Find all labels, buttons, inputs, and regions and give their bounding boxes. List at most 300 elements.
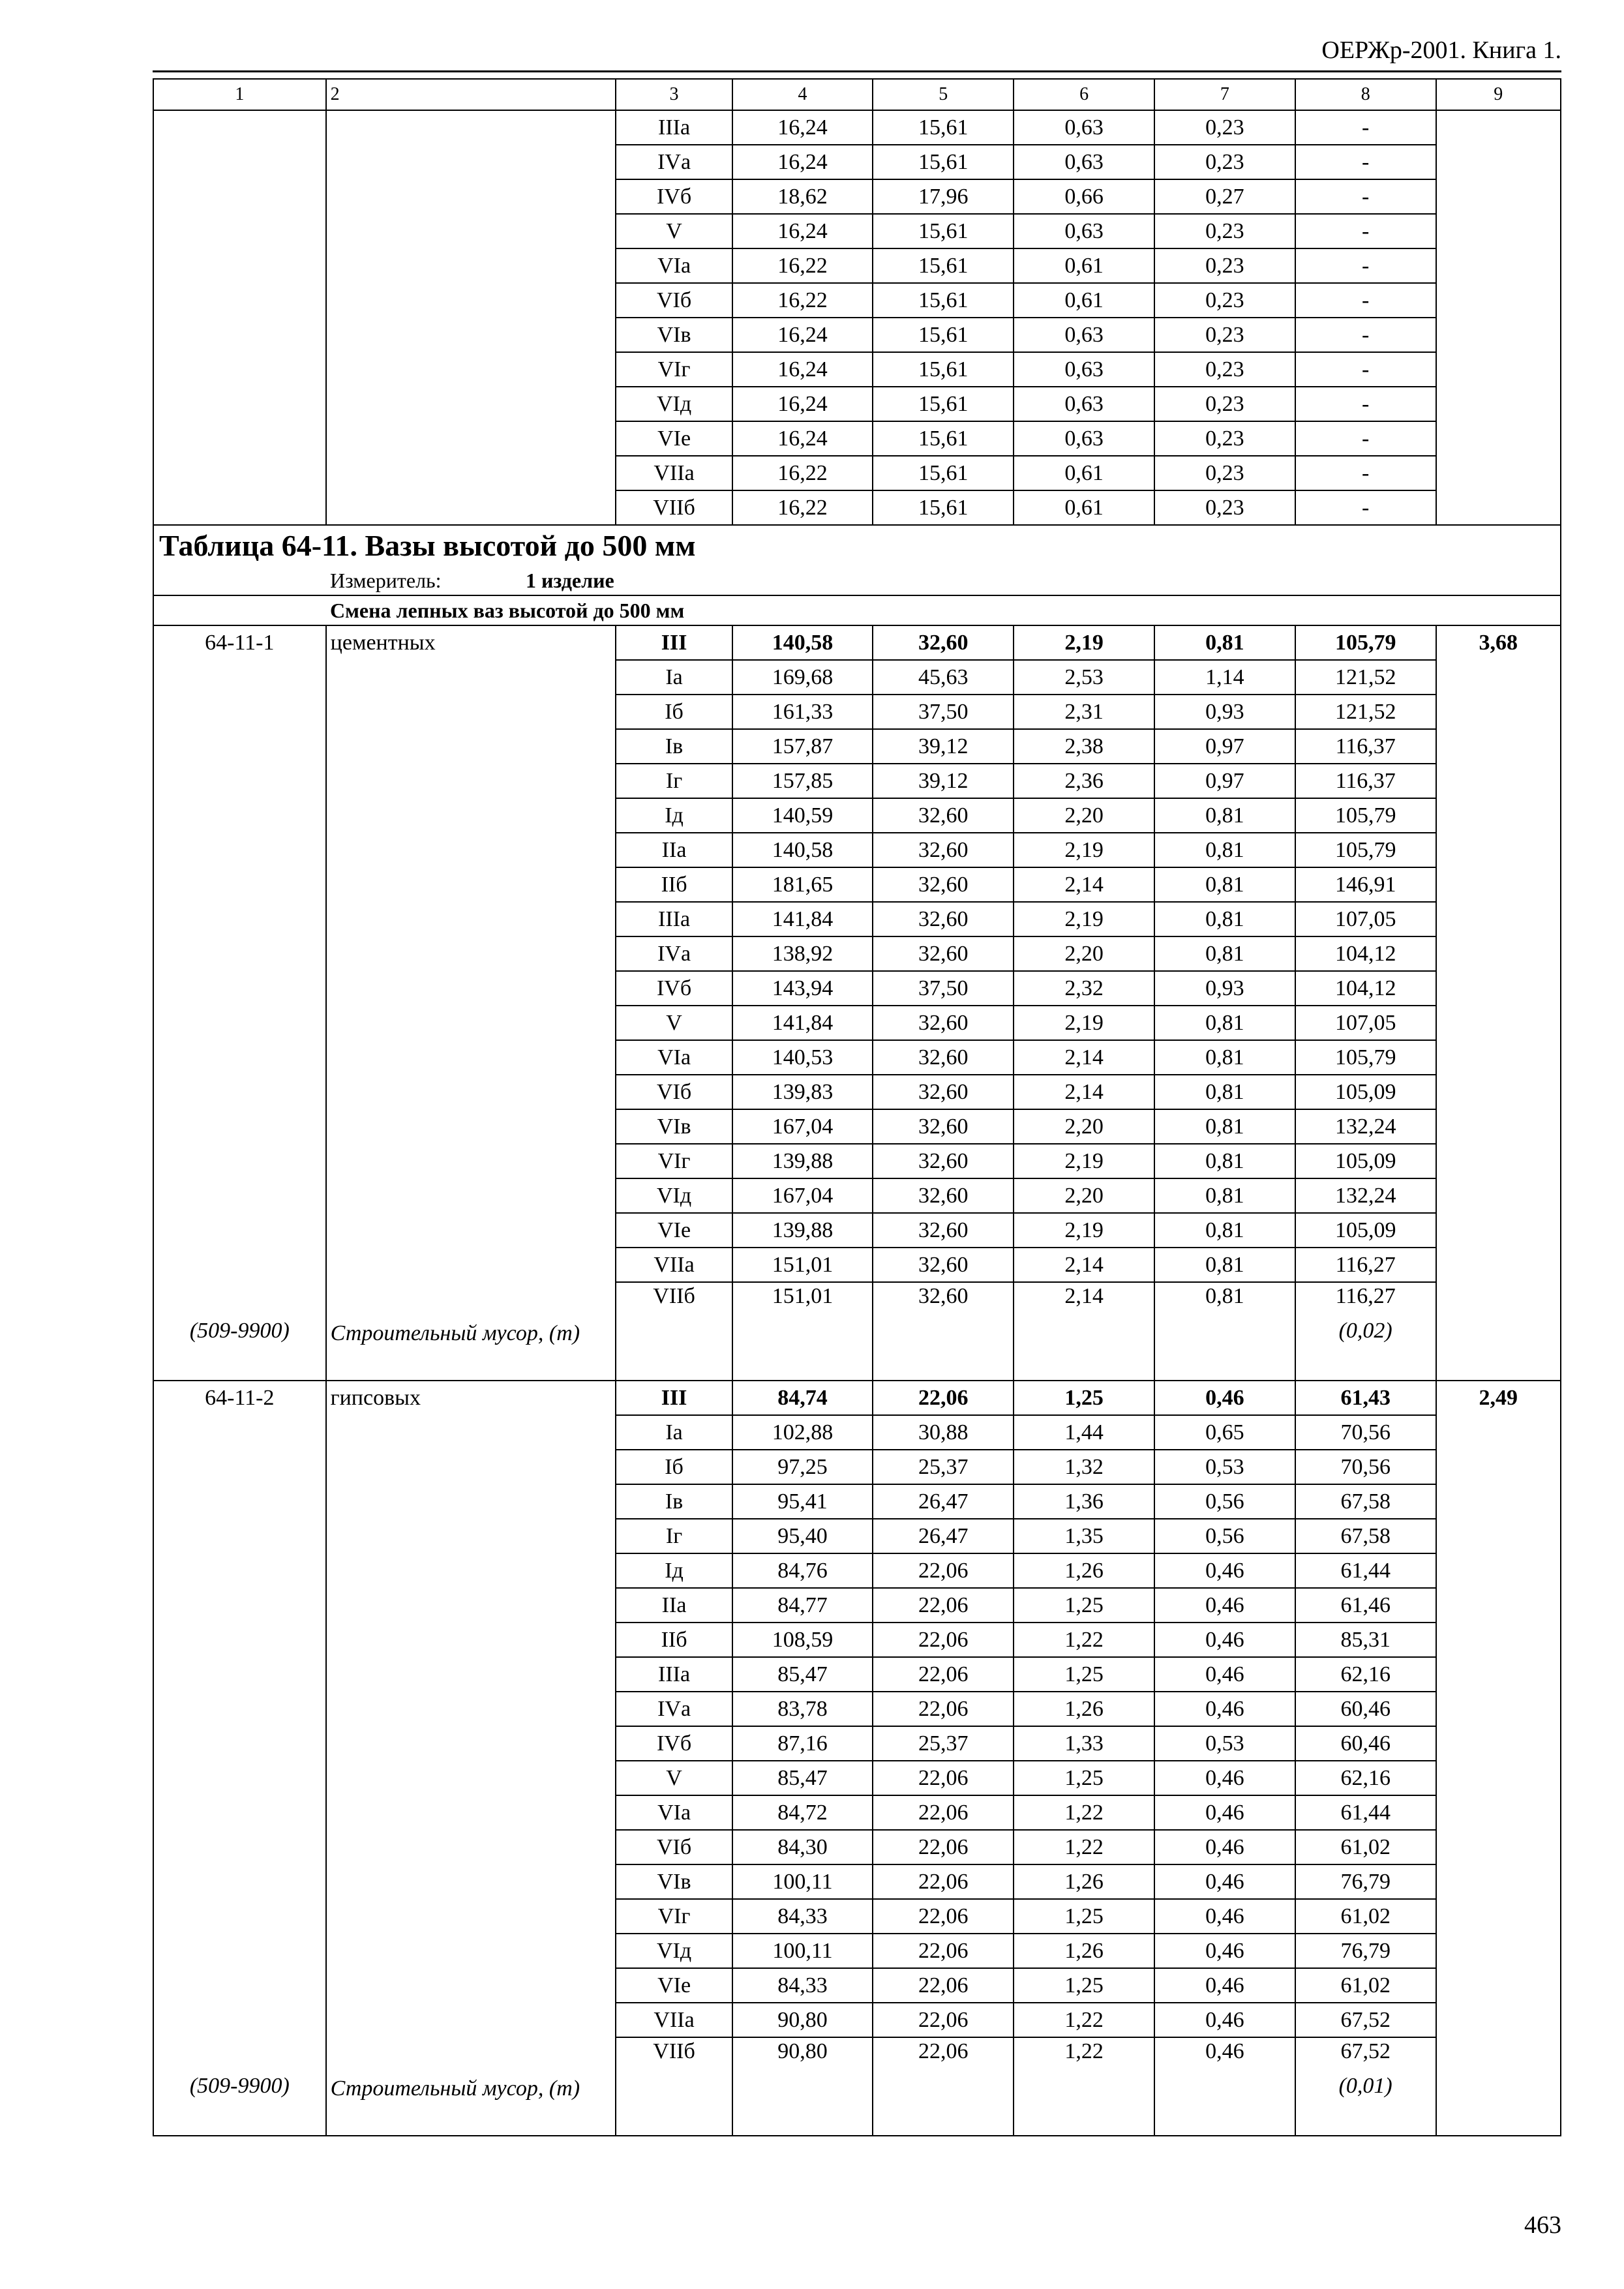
value-cell: 32,60 (873, 1006, 1014, 1040)
value-cell: 2,20 (1014, 1178, 1154, 1213)
value-cell: 105,09 (1295, 1075, 1436, 1109)
code-cell (153, 490, 326, 525)
value-cell: 1,44 (1014, 1415, 1154, 1450)
value-cell: IVа (616, 1692, 732, 1726)
waste-name: Строительный мусор, (т) (326, 2074, 616, 2136)
subtitle-cell (153, 595, 1561, 625)
value-cell: Iд (616, 1553, 732, 1588)
value-cell: 2,32 (1014, 971, 1154, 1006)
value-cell: 32,60 (873, 1248, 1014, 1282)
item-name (326, 1006, 616, 1040)
value-cell: 61,43 (1295, 1381, 1436, 1415)
value-cell: 1,36 (1014, 1484, 1154, 1519)
table-row (153, 1864, 1561, 1899)
item-name (326, 1075, 616, 1109)
table-row (153, 695, 1561, 729)
col9-value (1436, 1726, 1561, 1761)
value-cell: 76,79 (1295, 1934, 1436, 1968)
value-cell: 0,56 (1154, 1484, 1295, 1519)
value-cell: 15,61 (873, 387, 1014, 421)
value-cell: 0,66 (1014, 179, 1154, 214)
empty-cell (1014, 2074, 1154, 2136)
item-name (326, 1588, 616, 1623)
table-row (153, 1006, 1561, 1040)
item-name: гипсовых (326, 1381, 616, 1415)
value-cell: 0,23 (1154, 248, 1295, 283)
item-name (326, 1040, 616, 1075)
value-cell: 1,32 (1014, 1450, 1154, 1484)
name-cell (326, 456, 616, 490)
value-cell: 22,06 (873, 1934, 1014, 1968)
value-cell: 90,80 (732, 2037, 873, 2074)
item-name (326, 936, 616, 971)
value-cell: 22,06 (873, 1588, 1014, 1623)
value-cell: 1,25 (1014, 1657, 1154, 1692)
value-cell: IVа (616, 936, 732, 971)
value-cell: 15,61 (873, 421, 1014, 456)
value-cell: 22,06 (873, 1381, 1014, 1415)
item-code (153, 2003, 326, 2037)
item-code (153, 902, 326, 936)
value-cell: Iа (616, 660, 732, 695)
value-cell: 0,97 (1154, 729, 1295, 764)
item-code (153, 1178, 326, 1213)
item-name: цементных (326, 625, 616, 660)
value-cell: 62,16 (1295, 1657, 1436, 1692)
waste-value: (0,02) (1295, 1319, 1436, 1381)
value-cell: V (616, 214, 732, 248)
col9-value (1436, 1178, 1561, 1213)
item-code (153, 729, 326, 764)
value-cell: 100,11 (732, 1934, 873, 1968)
item-code (153, 833, 326, 867)
value-cell: 107,05 (1295, 902, 1436, 936)
item-name (326, 1415, 616, 1450)
value-cell: 37,50 (873, 695, 1014, 729)
item-code (153, 1213, 326, 1248)
value-cell: 61,44 (1295, 1553, 1436, 1588)
value-cell: VIIа (616, 456, 732, 490)
column-number: 7 (1154, 79, 1295, 110)
code-cell (153, 456, 326, 490)
col9-value (1436, 729, 1561, 764)
column-number: 1 (153, 79, 326, 110)
value-cell: 0,46 (1154, 1692, 1295, 1726)
item-code (153, 1415, 326, 1450)
item-code (153, 936, 326, 971)
value-cell: 67,58 (1295, 1484, 1436, 1519)
value-cell: 0,46 (1154, 1968, 1295, 2003)
col9-value (1436, 1795, 1561, 1830)
value-cell: 139,83 (732, 1075, 873, 1109)
value-cell: 32,60 (873, 936, 1014, 971)
value-cell: 32,60 (873, 798, 1014, 833)
value-cell: 22,06 (873, 1830, 1014, 1864)
col9-value (1436, 2003, 1561, 2037)
col9-value (1436, 1282, 1561, 1319)
value-cell: 32,60 (873, 1282, 1014, 1319)
item-name (326, 1899, 616, 1934)
table-row (153, 833, 1561, 867)
item-code (153, 2037, 326, 2074)
value-cell: 83,78 (732, 1692, 873, 1726)
table-row (153, 1282, 1561, 1319)
value-cell: 0,23 (1154, 421, 1295, 456)
value-cell: 15,61 (873, 318, 1014, 352)
value-cell: 32,60 (873, 867, 1014, 902)
value-cell: 140,53 (732, 1040, 873, 1075)
value-cell: 1,25 (1014, 1899, 1154, 1934)
col9-value (1436, 1519, 1561, 1553)
item-name (326, 798, 616, 833)
value-cell: 132,24 (1295, 1178, 1436, 1213)
value-cell: 60,46 (1295, 1692, 1436, 1726)
name-cell (326, 179, 616, 214)
value-cell: 26,47 (873, 1484, 1014, 1519)
value-cell: 0,61 (1014, 456, 1154, 490)
value-cell: 16,24 (732, 352, 873, 387)
item-name (326, 1213, 616, 1248)
value-cell: VIа (616, 1040, 732, 1075)
value-cell: 157,87 (732, 729, 873, 764)
value-cell: 116,37 (1295, 764, 1436, 798)
value-cell: 0,81 (1154, 902, 1295, 936)
value-cell: 0,23 (1154, 145, 1295, 179)
value-cell (1436, 179, 1561, 214)
value-cell: 102,88 (732, 1415, 873, 1450)
value-cell: 1,26 (1014, 1553, 1154, 1588)
item-code (153, 1657, 326, 1692)
value-cell: III (616, 1381, 732, 1415)
value-cell: Iв (616, 1484, 732, 1519)
table-row (153, 971, 1561, 1006)
col9-value (1436, 1899, 1561, 1934)
value-cell: 61,46 (1295, 1588, 1436, 1623)
code-cell (153, 421, 326, 456)
value-cell: 0,46 (1154, 1934, 1295, 1968)
value-cell: 0,81 (1154, 833, 1295, 867)
value-cell: 121,52 (1295, 660, 1436, 695)
item-name (326, 1109, 616, 1144)
value-cell: 0,53 (1154, 1726, 1295, 1761)
table-row (153, 490, 1561, 525)
table-row (153, 214, 1561, 248)
table-row (153, 1144, 1561, 1178)
value-cell: 104,12 (1295, 936, 1436, 971)
value-cell: 2,14 (1014, 1282, 1154, 1319)
table-row (153, 764, 1561, 798)
value-cell: VIIб (616, 490, 732, 525)
value-cell: 61,02 (1295, 1830, 1436, 1864)
value-cell: - (1295, 145, 1436, 179)
value-cell: 0,46 (1154, 1830, 1295, 1864)
table-row (153, 1968, 1561, 2003)
table-row (153, 798, 1561, 833)
col9-value (1436, 833, 1561, 867)
value-cell: 2,19 (1014, 625, 1154, 660)
code-cell (153, 248, 326, 283)
value-cell: - (1295, 179, 1436, 214)
value-cell: 32,60 (873, 1075, 1014, 1109)
section-title-row (153, 525, 1561, 566)
value-cell: 0,81 (1154, 1109, 1295, 1144)
item-name (326, 1623, 616, 1657)
item-code (153, 660, 326, 695)
value-cell: 100,11 (732, 1864, 873, 1899)
value-cell: 15,61 (873, 110, 1014, 145)
value-cell: 61,44 (1295, 1795, 1436, 1830)
value-cell: VIIб (616, 2037, 732, 2074)
value-cell: 0,23 (1154, 490, 1295, 525)
table-row (153, 1381, 1561, 1415)
item-code (153, 1248, 326, 1282)
code-cell (153, 110, 326, 145)
col9-value (1436, 1450, 1561, 1484)
item-code (153, 1899, 326, 1934)
value-cell: Iб (616, 695, 732, 729)
value-cell: 16,22 (732, 490, 873, 525)
item-name (326, 1795, 616, 1830)
item-code (153, 1968, 326, 2003)
item-name (326, 2037, 616, 2074)
col9-value (1436, 1248, 1561, 1282)
col9-value (1436, 764, 1561, 798)
value-cell: 139,88 (732, 1213, 873, 1248)
item-code (153, 1450, 326, 1484)
item-name (326, 1178, 616, 1213)
table-row (153, 248, 1561, 283)
value-cell: 151,01 (732, 1248, 873, 1282)
value-cell: IVб (616, 179, 732, 214)
value-cell: 15,61 (873, 456, 1014, 490)
item-code (153, 1553, 326, 1588)
empty-cell (732, 2074, 873, 2136)
value-cell: 32,60 (873, 1144, 1014, 1178)
value-cell: 16,24 (732, 387, 873, 421)
value-cell: 22,06 (873, 1553, 1014, 1588)
empty-cell (616, 2074, 732, 2136)
value-cell: 0,23 (1154, 110, 1295, 145)
section-title: Таблица 64-11. Вазы высотой до 500 мм (153, 525, 1561, 566)
value-cell: 0,63 (1014, 145, 1154, 179)
value-cell: 1,22 (1014, 2003, 1154, 2037)
value-cell: 0,46 (1154, 1761, 1295, 1795)
item-code (153, 1282, 326, 1319)
value-cell: VIе (616, 1968, 732, 2003)
value-cell (1436, 352, 1561, 387)
value-cell: 60,46 (1295, 1726, 1436, 1761)
col9-value (1436, 1213, 1561, 1248)
value-cell: 2,19 (1014, 833, 1154, 867)
empty-cell (1014, 1319, 1154, 1381)
value-cell: 15,61 (873, 214, 1014, 248)
table-row (153, 1899, 1561, 1934)
table-row (153, 1934, 1561, 1968)
value-cell: 84,30 (732, 1830, 873, 1864)
table-row (153, 283, 1561, 318)
table-row (153, 2037, 1561, 2074)
value-cell: Iв (616, 729, 732, 764)
value-cell: 1,25 (1014, 1761, 1154, 1795)
item-code (153, 1484, 326, 1519)
value-cell: 2,14 (1014, 1248, 1154, 1282)
col9-value (1436, 1588, 1561, 1623)
value-cell: 105,79 (1295, 798, 1436, 833)
value-cell: 143,94 (732, 971, 873, 1006)
value-cell: 0,63 (1014, 387, 1154, 421)
value-cell: 1,35 (1014, 1519, 1154, 1553)
value-cell: 0,46 (1154, 2037, 1295, 2074)
meter-label: Измеритель: (330, 569, 442, 592)
value-cell: 70,56 (1295, 1450, 1436, 1484)
value-cell: - (1295, 387, 1436, 421)
item-code (153, 1040, 326, 1075)
page-number: 463 (1524, 2211, 1561, 2239)
table-row (153, 145, 1561, 179)
value-cell: VIг (616, 352, 732, 387)
waste-code: (509-9900) (153, 2074, 326, 2136)
value-cell: 0,23 (1154, 387, 1295, 421)
item-code (153, 867, 326, 902)
name-cell (326, 318, 616, 352)
waste-row (153, 2074, 1561, 2136)
value-cell: III (616, 625, 732, 660)
value-cell: 140,58 (732, 625, 873, 660)
price-table (153, 78, 1561, 2136)
item-name (326, 764, 616, 798)
item-name (326, 1484, 616, 1519)
value-cell: - (1295, 318, 1436, 352)
value-cell: 0,46 (1154, 2003, 1295, 2037)
item-name (326, 1248, 616, 1282)
item-code (153, 1692, 326, 1726)
item-name (326, 1726, 616, 1761)
value-cell: 0,23 (1154, 456, 1295, 490)
waste-code: (509-9900) (153, 1319, 326, 1381)
value-cell: 37,50 (873, 971, 1014, 1006)
code-cell (153, 179, 326, 214)
value-cell: IIб (616, 867, 732, 902)
value-cell: 16,24 (732, 145, 873, 179)
item-code (153, 1761, 326, 1795)
value-cell: 0,81 (1154, 798, 1295, 833)
table-row (153, 1519, 1561, 1553)
col9-value (1436, 1006, 1561, 1040)
item-code (153, 1075, 326, 1109)
column-number: 8 (1295, 79, 1436, 110)
value-cell: 0,46 (1154, 1899, 1295, 1934)
header-rule (153, 70, 1561, 72)
value-cell: 32,60 (873, 1178, 1014, 1213)
value-cell: 84,33 (732, 1899, 873, 1934)
name-cell (326, 214, 616, 248)
value-cell: 139,88 (732, 1144, 873, 1178)
item-code (153, 798, 326, 833)
value-cell: 116,37 (1295, 729, 1436, 764)
value-cell: VIб (616, 1075, 732, 1109)
name-cell (326, 145, 616, 179)
value-cell: 2,20 (1014, 798, 1154, 833)
value-cell: 1,25 (1014, 1968, 1154, 2003)
item-code (153, 764, 326, 798)
value-cell: 151,01 (732, 1282, 873, 1319)
column-number: 3 (616, 79, 732, 110)
value-cell (1436, 248, 1561, 283)
value-cell: 0,63 (1014, 352, 1154, 387)
value-cell: IIа (616, 833, 732, 867)
value-cell: 1,25 (1014, 1381, 1154, 1415)
code-cell (153, 352, 326, 387)
table-row (153, 352, 1561, 387)
meter-row (153, 566, 1561, 595)
col9-value (1436, 1623, 1561, 1657)
value-cell: 76,79 (1295, 1864, 1436, 1899)
value-cell: 105,09 (1295, 1144, 1436, 1178)
col9-value (1436, 1484, 1561, 1519)
value-cell: 0,27 (1154, 179, 1295, 214)
value-cell: 116,27 (1295, 1248, 1436, 1282)
value-cell: VIе (616, 421, 732, 456)
value-cell: 167,04 (732, 1109, 873, 1144)
item-name (326, 1553, 616, 1588)
value-cell: 32,60 (873, 833, 1014, 867)
item-code (153, 1623, 326, 1657)
value-cell: Iг (616, 764, 732, 798)
value-cell: 16,22 (732, 283, 873, 318)
value-cell: 105,79 (1295, 833, 1436, 867)
value-cell: 0,53 (1154, 1450, 1295, 1484)
item-code (153, 1006, 326, 1040)
value-cell: 84,77 (732, 1588, 873, 1623)
item-code (153, 1934, 326, 1968)
waste-name: Строительный мусор, (т) (326, 1319, 616, 1381)
value-cell: VIIа (616, 2003, 732, 2037)
table-row (153, 1726, 1561, 1761)
col9-value (1436, 1968, 1561, 2003)
value-cell: 0,61 (1014, 490, 1154, 525)
value-cell: 0,46 (1154, 1657, 1295, 1692)
name-cell (326, 352, 616, 387)
col9-value (1436, 1692, 1561, 1726)
value-cell: 0,81 (1154, 1178, 1295, 1213)
value-cell: 0,81 (1154, 867, 1295, 902)
col9-value (1436, 1109, 1561, 1144)
value-cell: 84,74 (732, 1381, 873, 1415)
value-cell: 108,59 (732, 1623, 873, 1657)
col9-value (1436, 798, 1561, 833)
code-cell (153, 387, 326, 421)
value-cell: 22,06 (873, 1864, 1014, 1899)
value-cell: 95,41 (732, 1484, 873, 1519)
column-number: 5 (873, 79, 1014, 110)
value-cell: 2,19 (1014, 1144, 1154, 1178)
value-cell: 104,12 (1295, 971, 1436, 1006)
value-cell (1436, 318, 1561, 352)
column-number-row (153, 79, 1561, 110)
value-cell: 0,23 (1154, 283, 1295, 318)
value-cell: 32,60 (873, 625, 1014, 660)
empty-cell (1154, 1319, 1295, 1381)
name-cell (326, 110, 616, 145)
value-cell: 2,19 (1014, 1006, 1154, 1040)
value-cell: 15,61 (873, 145, 1014, 179)
item-name (326, 660, 616, 695)
value-cell: 32,60 (873, 1109, 1014, 1144)
value-cell: 22,06 (873, 1657, 1014, 1692)
table-row (153, 867, 1561, 902)
value-cell: 22,06 (873, 2003, 1014, 2037)
value-cell: IIIа (616, 902, 732, 936)
